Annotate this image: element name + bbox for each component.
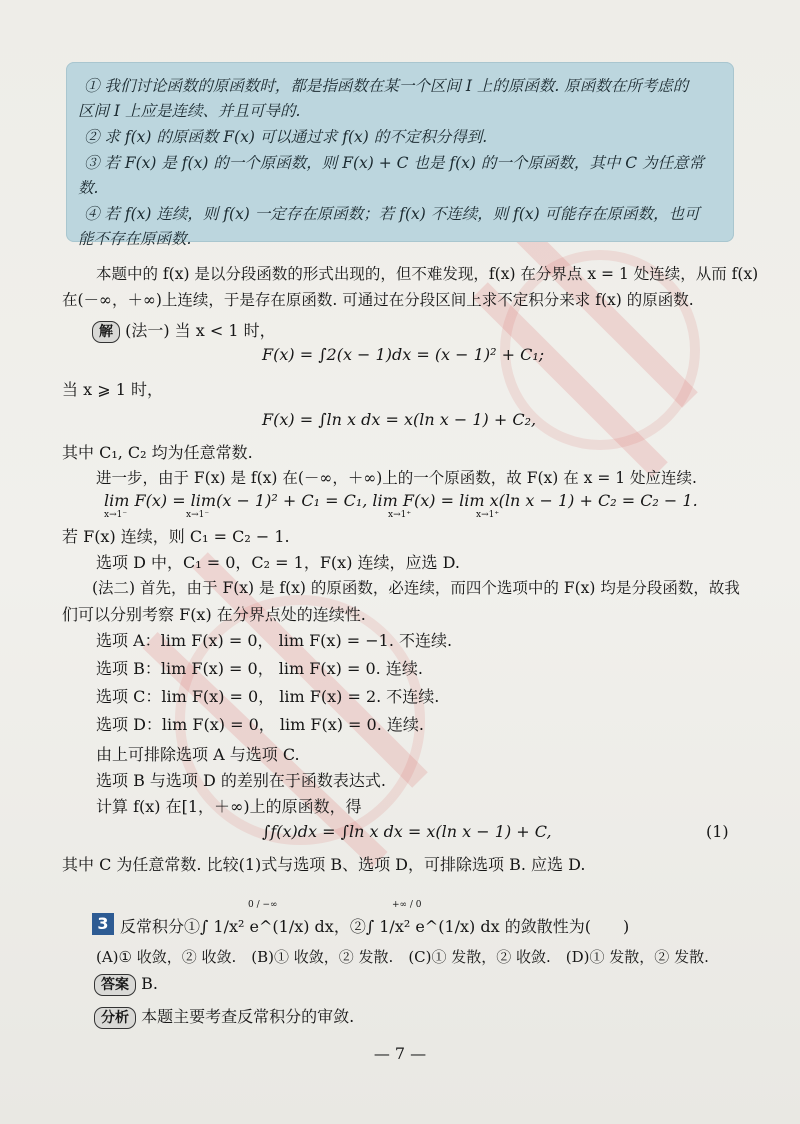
note-line: ③ 若 F(x) 是 f(x) 的一个原函数，则 F(x) + C 也是 f(x) 的一个原函数，其中 C 为任意常	[84, 154, 705, 172]
paragraph: 本题中的 f(x) 是以分段函数的形式出现的，但不难发现，f(x) 在分界点 x = 1 处连续，从而 f(x)	[96, 265, 759, 283]
paragraph: 们可以分别考察 F(x) 在分界点处的连续性.	[62, 605, 366, 624]
paragraph: 若 F(x) 连续，则 C₁ = C₂ − 1.	[62, 527, 290, 546]
question-stem: 反常积分①∫ 1/x² e^(1/x) dx，②∫ 1/x² e^(1/x) dx 的敛散性为( )	[120, 917, 630, 936]
paragraph: 由上可排除选项 A 与选项 C.	[96, 745, 300, 764]
paragraph: 计算 f(x) 在[1，＋∞)上的原函数，得	[96, 797, 362, 816]
answer-choices: (A)① 收敛，② 收敛. (B)① 收敛，② 发散. (C)① 发散，② 收敛. (D)① 发散，② 发散.	[96, 948, 709, 966]
solution-label: 解	[92, 321, 120, 343]
paragraph: 进一步，由于 F(x) 是 f(x) 在(－∞，＋∞)上的一个原函数，故 F(x) 在 x = 1 处应连续.	[96, 469, 697, 487]
option-d-check: 选项 D：lim F(x) = 0， lim F(x) = 0. 连续.	[96, 715, 424, 734]
integral-limits: +∞ / 0	[392, 900, 422, 910]
option-c-check: 选项 C：lim F(x) = 0， lim F(x) = 2. 不连续.	[96, 687, 440, 706]
limit-subscript: x→1⁻	[104, 510, 128, 520]
page-number: — 7 —	[373, 1044, 427, 1063]
answer-row	[94, 974, 158, 996]
note-line: 数.	[78, 179, 99, 197]
option-a-check: 选项 A：lim F(x) = 0， lim F(x) = −1. 不连续.	[96, 631, 453, 650]
analysis-text: 本题主要考查反常积分的审敛.	[141, 1007, 355, 1026]
limit-subscript: x→1⁺	[388, 510, 412, 520]
option-b-check: 选项 B：lim F(x) = 0， lim F(x) = 0. 连续.	[96, 659, 423, 678]
paragraph: (法二) 首先，由于 F(x) 是 f(x) 的原函数，必连续，而四个选项中的 F(x) 均是分段函数，故我	[92, 579, 740, 597]
paragraph: 其中 C 为任意常数. 比较(1)式与选项 B、选项 D，可排除选项 B. 应选 D.	[62, 855, 586, 874]
integral-limits: 0 / −∞	[248, 900, 278, 910]
equation-1: F(x) = ∫2(x − 1)dx = (x − 1)² + C₁;	[262, 345, 545, 364]
note-line: 区间 I 上应是连续、并且可导的.	[78, 102, 301, 120]
paragraph: 其中 C₁, C₂ 均为任意常数.	[62, 443, 253, 462]
analysis-row	[94, 1004, 354, 1029]
paragraph: 在(－∞，＋∞)上连续，于是存在原函数. 可通过在分段区间上求不定积分来求 f(x) 的原函数.	[62, 291, 694, 309]
paragraph: 选项 B 与选项 D 的差别在于函数表达式.	[96, 771, 387, 790]
limit-subscript: x→1⁻	[186, 510, 210, 520]
equation-tag: (1)	[706, 822, 729, 841]
paragraph: 选项 D 中，C₁ = 0，C₂ = 1，F(x) 连续，应选 D.	[96, 553, 460, 572]
note-line: ④ 若 f(x) 连续，则 f(x) 一定存在原函数；若 f(x) 不连续，则 f(x) 可能存在原函数，也可	[84, 205, 700, 223]
solution-heading	[92, 318, 276, 343]
limit-subscript: x→1⁺	[476, 510, 500, 520]
analysis-label: 分析	[94, 1007, 136, 1029]
note-line: 能不存在原函数.	[78, 230, 192, 248]
answer-label: 答案	[94, 974, 136, 996]
question-number: 3	[92, 913, 114, 935]
limits-equation: lim F(x) = lim(x − 1)² + C₁ = C₁, lim F(x) = lim x(ln x − 1) + C₂ = C₂ − 1.	[104, 491, 698, 510]
note-line: ① 我们讨论函数的原函数时，都是指函数在某一个区间 I 上的原函数. 原函数在所考虑的	[84, 77, 689, 95]
equation-3: ∫f(x)dx = ∫ln x dx = x(ln x − 1) + C,	[262, 822, 552, 841]
paragraph: 当 x ⩾ 1 时，	[62, 380, 163, 399]
note-line: ② 求 f(x) 的原函数 F(x) 可以通过求 f(x) 的不定积分得到.	[84, 128, 488, 146]
equation-2: F(x) = ∫ln x dx = x(ln x − 1) + C₂,	[262, 410, 537, 429]
answer-value: B.	[141, 974, 158, 993]
method-one-intro: (法一) 当 x < 1 时，	[125, 321, 276, 340]
